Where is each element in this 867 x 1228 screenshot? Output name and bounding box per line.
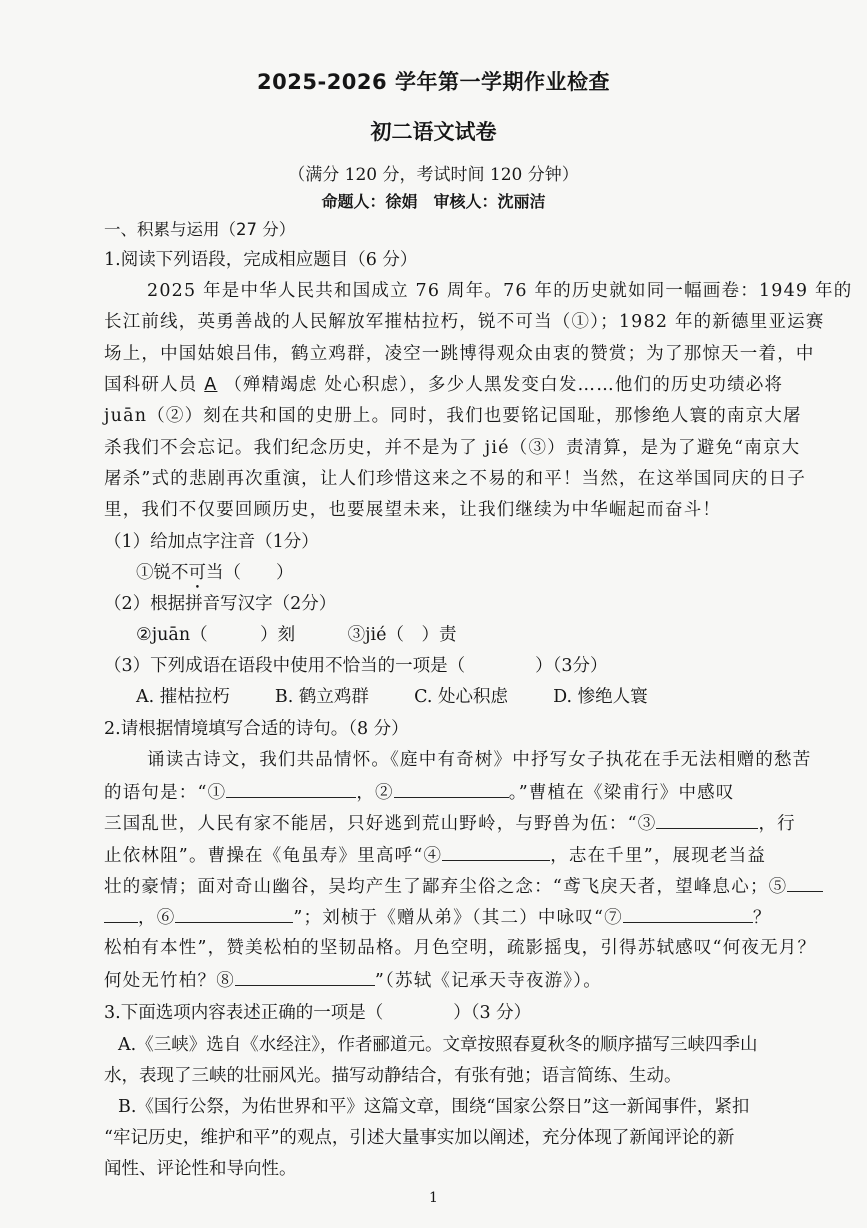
passage-line: juān（②）刻在共和国的史册上。同时，我们也要铭记国耻，那惨绝人寰的南京大屠 — [104, 406, 802, 426]
option-a-text[interactable]: A.《三峡》选自《水经注》，作者郦道元。文章按照春夏秋冬的顺序描写三峡四季山 — [118, 1035, 758, 1055]
q2-text: 止依林阻”。曹操在《龟虽寿》里高呼“④ — [104, 846, 443, 866]
option-b-text-cont: “牢记历史，维护和平”的观点，引述大量事实加以阐述，充分体现了新闻评论的新 — [104, 1128, 735, 1148]
fill-blank-5-cont[interactable] — [104, 906, 138, 923]
subquestion-1: （1）给加点字注音（1分） — [104, 532, 319, 552]
q2-line: 松柏有本性”，赞美松柏的坚韧品格。月色空明，疏影摇曳，引得苏轼感叹“何夜无月？ — [104, 938, 817, 958]
subquestion-3-options — [136, 686, 648, 708]
q2-text: 壮的豪情；面对奇山幽谷，吴均产生了鄙弃尘俗之念：“鸢飞戾天者，望峰息心；⑤ — [104, 877, 788, 897]
option-b-text[interactable]: B.《国行公祭，为佑世界和平》这篇文章，围绕“国家公祭日”这一新闻事件，紧扣 — [118, 1097, 750, 1117]
passage-line: 杀我们不会忘记。我们纪念历史，并不是为了 jié（③）责清算，是为了避免“南京大 — [104, 438, 801, 458]
q2-text: ，志在千里”，展现老当益 — [550, 846, 767, 866]
q2-text: ”（苏轼《记承天寺夜游》）。 — [374, 971, 602, 991]
fill-blank-3[interactable] — [656, 812, 758, 829]
item-text: ①锐不 — [136, 563, 189, 583]
option-d[interactable]: D. 惨绝人寰 — [553, 687, 648, 707]
q2-text: ，⑥ — [138, 908, 176, 928]
q2-line — [104, 969, 602, 992]
page-number: 1 — [429, 1190, 438, 1206]
option-c[interactable]: C. 处心积虑 — [414, 687, 508, 707]
question-1-stem: 1.阅读下列语段，完成相应题目（6 分） — [104, 250, 418, 270]
fill-blank-6[interactable] — [175, 906, 293, 923]
option-b[interactable]: B. 鹤立鸡群 — [274, 687, 369, 707]
fill-blank-4[interactable] — [442, 844, 550, 861]
score-info: （满分 120 分，考试时间 120 分钟） — [288, 165, 579, 185]
option-a[interactable]: A. 摧枯拉朽 — [136, 687, 230, 707]
subquestion-3: （3）下列成语在语段中使用不恰当的一项是（ ）（3分） — [104, 656, 608, 676]
q2-text: 三国乱世，人民有家不能居，只好逃到荒山野岭，与野兽为伍：“③ — [104, 814, 657, 834]
q2-text: ，② — [356, 783, 394, 803]
q2-text: ”；刘桢于《赠从弟》（其二）中咏叹“⑦ — [293, 908, 623, 928]
option-a-text-cont: 水，表现了三峡的壮丽风光。描写动静结合，有张有弛；语言简练、生动。 — [104, 1066, 682, 1086]
q2-text: 的语句是：“① — [104, 783, 227, 803]
subquestion-2-items[interactable]: ②juān（ ）刻 ③jié（ ）责 — [136, 625, 457, 645]
q2-text: ？ — [752, 908, 772, 928]
passage-line: 屠杀”式的悲剧再次重演，让人们珍惜这来之不易的和平！当然，在这举国同庆的日子 — [104, 469, 807, 489]
q2-line — [104, 906, 772, 929]
passage-line: 长江前线，英勇善战的人民解放军摧枯拉朽，锐不可当（①）；1982 年的新德里亚运赛 — [104, 312, 825, 332]
authors-line: 命题人：徐娟 审核人：沈丽洁 — [321, 192, 546, 211]
q2-line — [104, 875, 823, 898]
exam-subtitle: 初二语文试卷 — [370, 120, 497, 144]
exam-title: 2025-2026 学年第一学期作业检查 — [257, 70, 610, 94]
subquestion-2: （2）根据拼音写汉字（2分） — [104, 594, 337, 614]
passage-text: （殚精竭虑 处心积虑），多少人黑发变白发……他们的历史功绩必将 — [224, 375, 784, 395]
passage-text: 国科研人员 — [104, 375, 198, 395]
subquestion-1-item — [136, 562, 294, 593]
q2-text: 。”曹植在《梁甫行》中感叹 — [508, 783, 735, 803]
fill-blank-7[interactable] — [623, 906, 753, 923]
fill-blank-8[interactable] — [235, 969, 375, 986]
section-heading: 一、积累与运用（27 分） — [104, 220, 296, 239]
q2-text: 何处无竹柏？⑧ — [104, 971, 235, 991]
passage-line: 2025 年是中华人民共和国成立 76 周年。76 年的历史就如同一幅画卷：1949 年的 — [147, 281, 853, 301]
fill-blank-5[interactable] — [787, 875, 823, 892]
q2-line: 诵读古诗文，我们共品情怀。《庭中有奇树》中抒写女子执花在手无法相赠的愁苦 — [147, 750, 812, 770]
passage-blank-A: A — [204, 375, 218, 395]
passage-line — [104, 374, 783, 396]
passage-line: 场上，中国姑娘吕伟，鹤立鸡群，凌空一跳博得观众由衷的赞赏；为了那惊天一着，中 — [104, 344, 815, 364]
q2-line — [104, 781, 735, 804]
question-3-stem: 3.下面选项内容表述正确的一项是（ ）（3 分） — [104, 1003, 532, 1023]
fill-blank-1[interactable] — [226, 781, 356, 798]
passage-line: 里，我们不仅要回顾历史，也要展望未来，让我们继续为中华崛起而奋斗！ — [104, 500, 722, 520]
q2-line — [104, 812, 796, 835]
question-2-stem: 2.请根据情境填写合适的诗句。（8 分） — [104, 719, 409, 739]
q2-line — [104, 844, 766, 867]
fill-blank-2[interactable] — [394, 781, 509, 798]
option-b-text-cont: 闻性、评论性和导向性。 — [104, 1159, 297, 1179]
q2-text: ，行 — [758, 814, 796, 834]
answer-parentheses[interactable]: 当（ ） — [206, 563, 294, 583]
dotted-character: 可 — [188, 563, 206, 583]
